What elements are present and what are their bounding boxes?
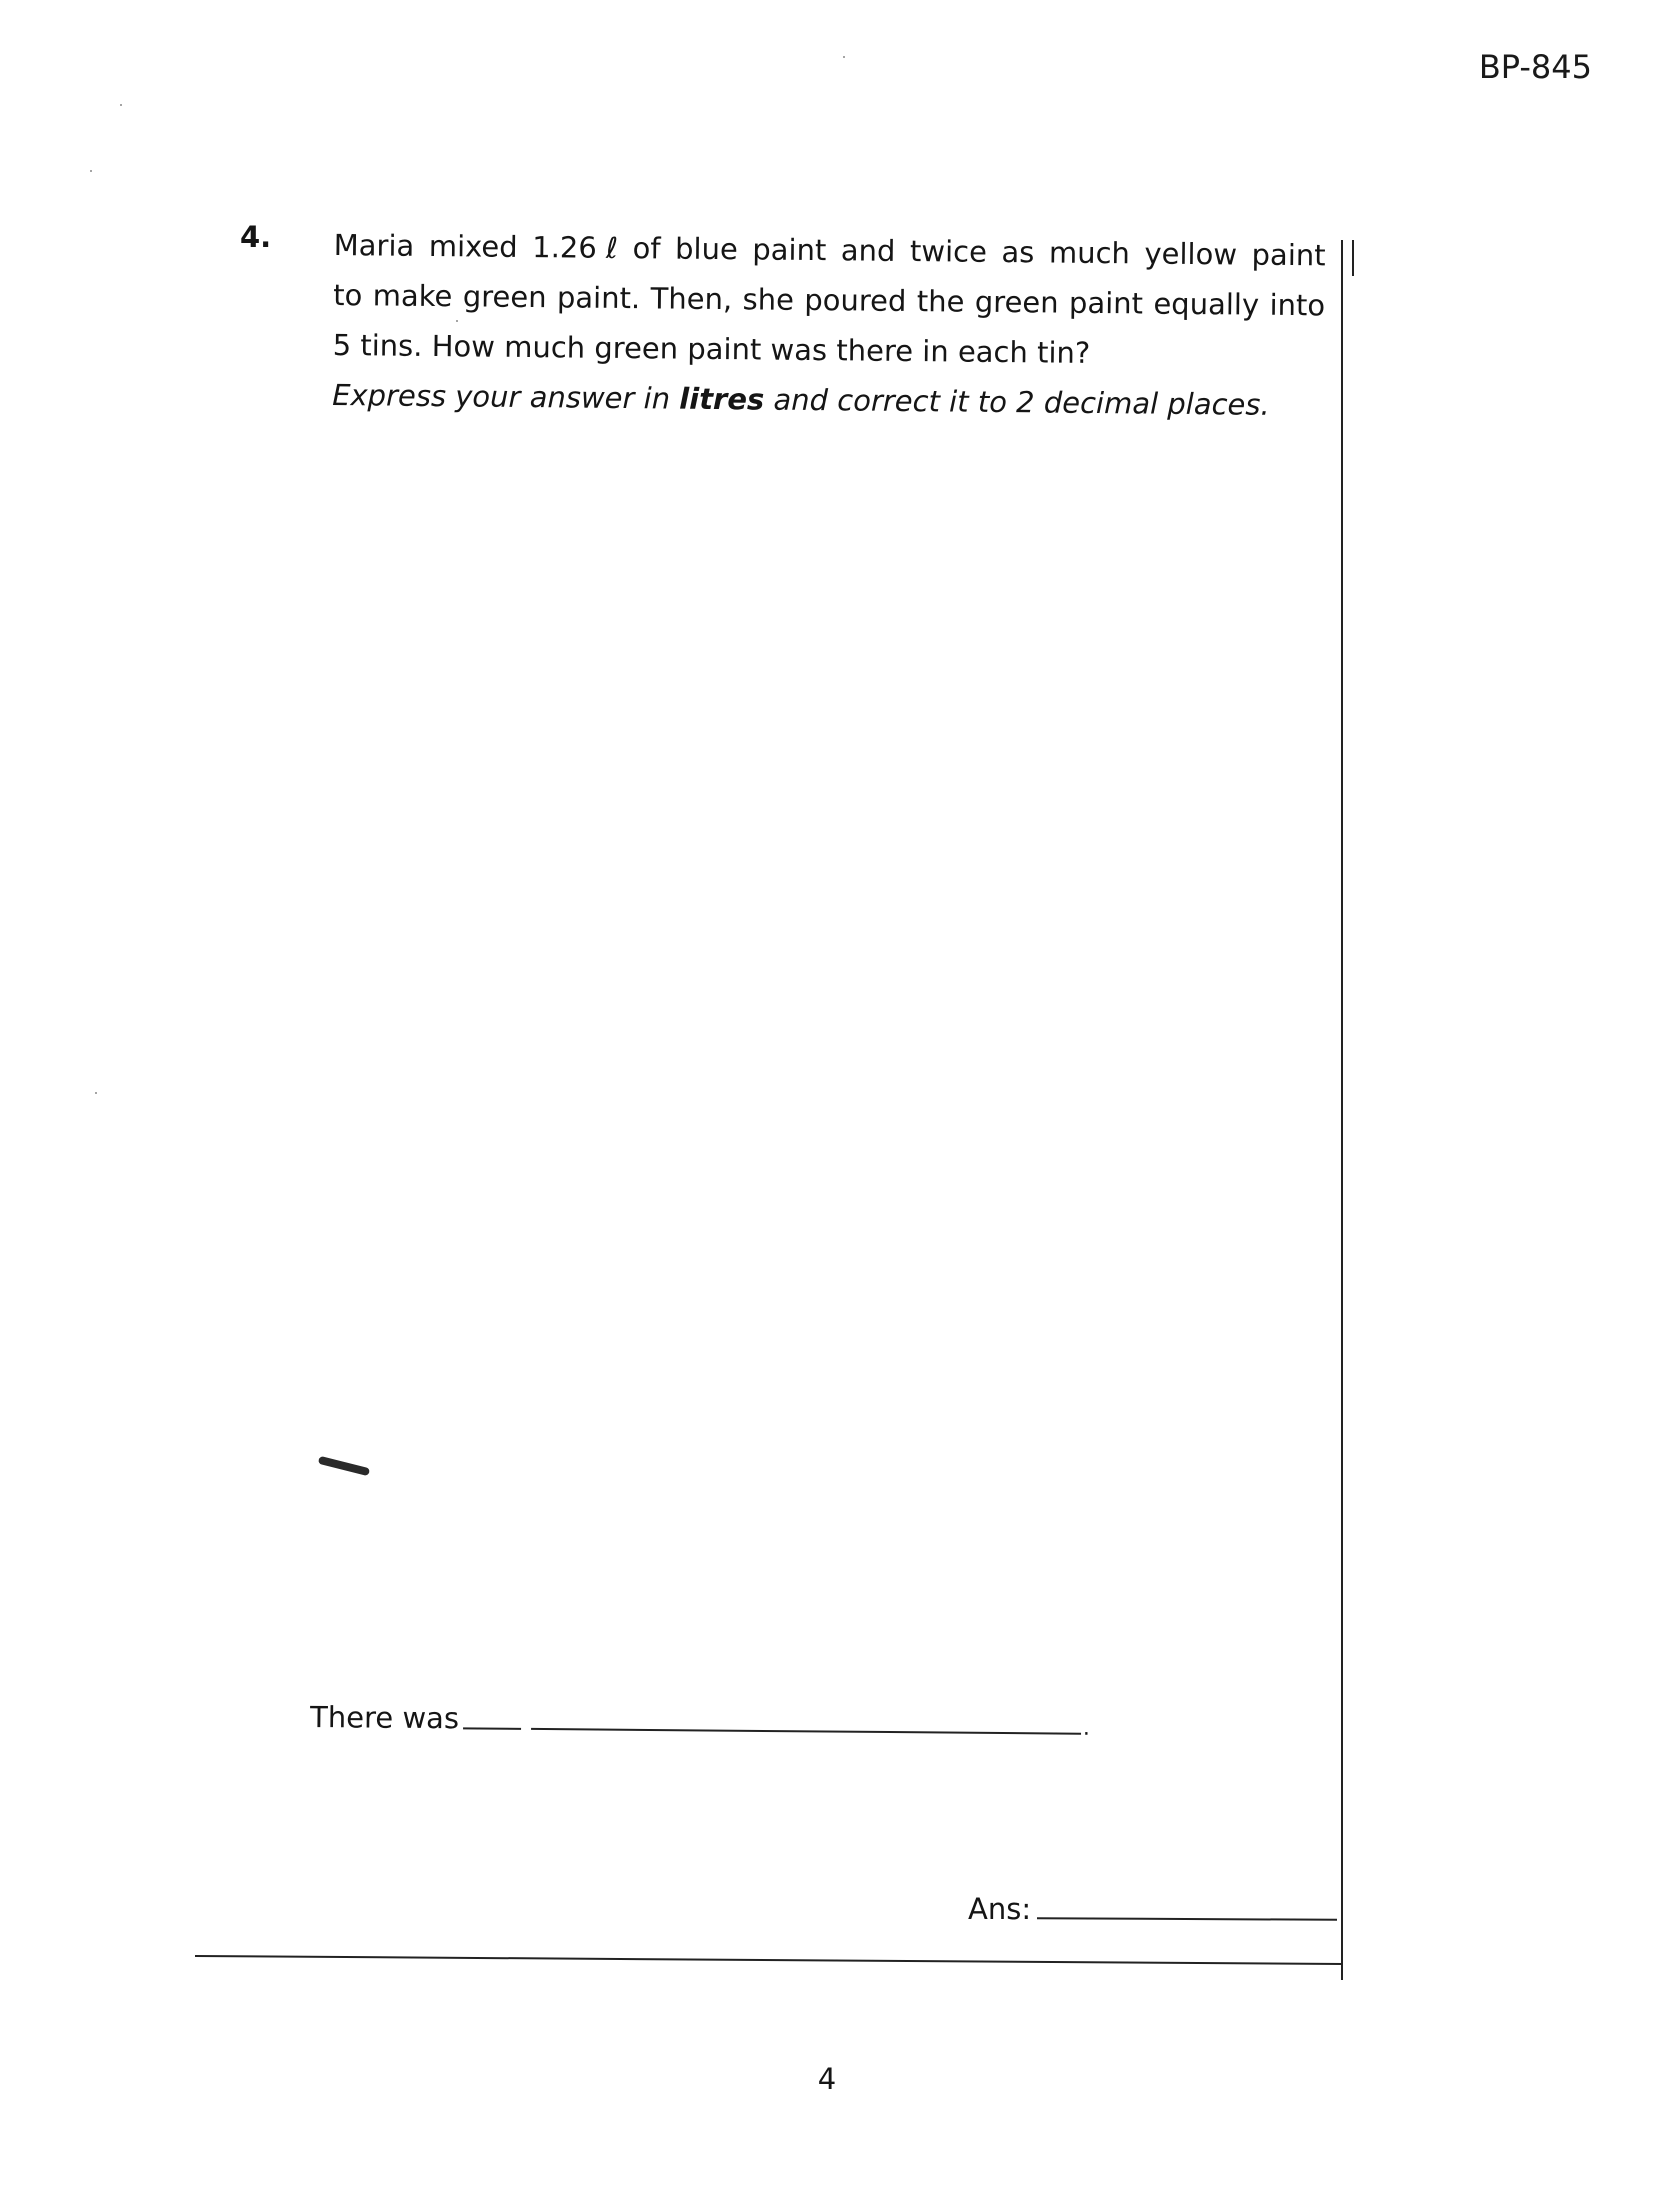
- answer-statement-prefix: There was: [310, 1700, 460, 1736]
- question-word: twice: [909, 234, 988, 269]
- instruction-before: Express your answer in: [331, 377, 680, 416]
- question-word: the: [916, 284, 965, 319]
- question-word: Maria: [333, 227, 415, 263]
- ans-label: Ans:: [968, 1892, 1032, 1926]
- question-instruction: [332, 370, 1332, 430]
- scan-speck: [95, 1092, 97, 1094]
- question-word: much: [1048, 235, 1131, 271]
- working-area-bottom-border: [195, 1955, 1343, 1965]
- question-word: paint: [1068, 285, 1144, 321]
- question-word: paint.: [556, 280, 641, 316]
- question-word: as: [1001, 234, 1035, 270]
- working-area-right-border-tick: [1352, 240, 1354, 276]
- question-word: poured: [804, 282, 907, 318]
- question-word: blue: [674, 231, 738, 267]
- page-code: BP-845: [1478, 48, 1592, 86]
- page-number: 4: [817, 2062, 837, 2096]
- question-word: mixed: [428, 228, 518, 264]
- scan-speck: [120, 104, 122, 106]
- question-word: she: [742, 282, 795, 317]
- answer-row: [968, 1892, 1337, 1926]
- question-word: paint: [1251, 237, 1326, 273]
- instruction-after: and correct it to 2 decimal places.: [764, 382, 1270, 422]
- instruction-bold-unit: litres: [679, 381, 765, 417]
- stray-pen-mark: [318, 1456, 370, 1476]
- scan-speck: [456, 320, 458, 322]
- question-text: [332, 220, 1334, 430]
- question-word: and: [840, 233, 896, 268]
- scan-speck: [843, 56, 845, 58]
- answer-statement: [310, 1700, 1090, 1741]
- question-word: paint: [752, 232, 827, 268]
- question-word: yellow: [1144, 236, 1238, 272]
- scan-speck: [90, 170, 92, 172]
- question-word: of: [632, 231, 661, 266]
- question-line-3: 5 tins. How much green paint was there in each tin?: [332, 327, 1091, 370]
- working-area-right-border: [1341, 240, 1343, 1980]
- answer-statement-blank-short[interactable]: [463, 1727, 521, 1730]
- question-word: equally: [1153, 286, 1260, 322]
- question-word: green: [462, 279, 547, 315]
- question-number: 4.: [240, 220, 272, 254]
- ans-blank[interactable]: [1037, 1917, 1337, 1921]
- question-word: green: [974, 284, 1059, 320]
- question-word: into: [1269, 287, 1326, 323]
- question-word: to: [333, 277, 363, 313]
- answer-statement-blank-long[interactable]: [531, 1728, 1081, 1735]
- question-word: 1.26 ℓ: [532, 230, 619, 265]
- answer-statement-suffix: .: [1082, 1715, 1091, 1741]
- question-word: Then,: [650, 281, 733, 317]
- question-word: make: [372, 278, 453, 314]
